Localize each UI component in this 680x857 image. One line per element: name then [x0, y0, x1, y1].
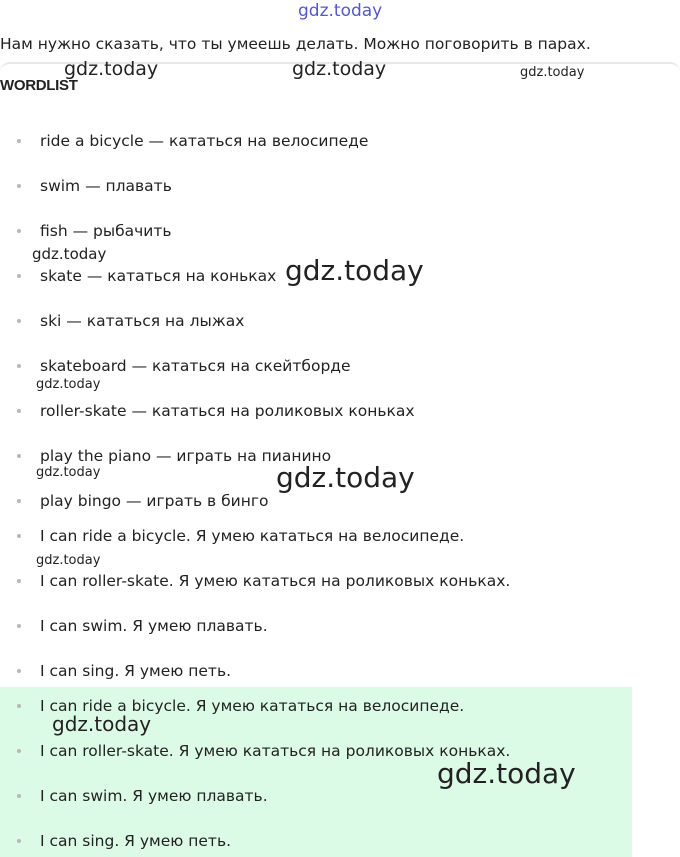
- list-item-text: ride a bicycle — кататься на велосипеде: [40, 132, 369, 150]
- list-item: [0, 310, 640, 332]
- list-item-text: swim — плавать: [40, 177, 172, 195]
- list-item-text: I can swim. Я умею плавать.: [40, 617, 268, 635]
- list-item: [0, 220, 640, 242]
- list-item-text: roller-skate — кататься на роликовых коньках: [40, 402, 415, 420]
- intro-text: Нам нужно сказать, что ты умеешь делать. Можно поговорить в парах.: [0, 35, 591, 53]
- watermark: gdz.today: [52, 712, 152, 736]
- bullet-icon: [17, 624, 21, 628]
- watermark: gdz.today: [298, 1, 383, 21]
- bullet-icon: [17, 139, 21, 143]
- bullet-icon: [17, 364, 21, 368]
- list-item: [0, 660, 640, 682]
- list-item: [0, 175, 640, 197]
- watermark: gdz.today: [276, 461, 415, 494]
- list-item-text: skateboard — кататься на скейтборде: [40, 357, 351, 375]
- list-item-text: skate — кататься на коньках: [40, 267, 277, 285]
- list-item-text: I can roller-skate. Я умею кататься на роликовых коньках.: [40, 742, 511, 760]
- list-item-text: fish — рыбачить: [40, 222, 172, 240]
- list-item: [0, 615, 640, 637]
- list-item-text: I can sing. Я умею петь.: [40, 662, 232, 680]
- watermark: gdz.today: [36, 377, 101, 392]
- list-item-text: I can ride a bicycle. Я умею кататься на велосипеде.: [40, 527, 465, 545]
- watermark: gdz.today: [285, 254, 424, 287]
- list-item: [0, 400, 640, 422]
- bullet-icon: [17, 704, 21, 708]
- watermark: gdz.today: [292, 58, 387, 80]
- bullet-icon: [17, 669, 21, 673]
- list-item-text: I can ride a bicycle. Я умею кататься на велосипеде.: [40, 697, 465, 715]
- bullet-icon: [17, 579, 21, 583]
- bullet-icon: [17, 499, 21, 503]
- list-item-text: ski — кататься на лыжах: [40, 312, 245, 330]
- bullet-icon: [17, 184, 21, 188]
- list-item: [0, 570, 640, 592]
- bullet-icon: [17, 229, 21, 233]
- list-item-text: I can swim. Я умею плавать.: [40, 787, 268, 805]
- bullet-icon: [17, 409, 21, 413]
- list-item-text: I can roller-skate. Я умею кататься на роликовых коньках.: [40, 572, 511, 590]
- wordlist-heading: WORDLIST: [0, 77, 78, 94]
- list-item: [0, 130, 640, 152]
- bullet-icon: [17, 839, 21, 843]
- watermark: gdz.today: [520, 65, 585, 80]
- watermark: gdz.today: [36, 465, 101, 480]
- watermark: gdz.today: [437, 757, 576, 790]
- bullet-icon: [17, 319, 21, 323]
- list-item-text: play bingo — играть в бинго: [40, 492, 269, 510]
- bullet-icon: [17, 794, 21, 798]
- watermark: gdz.today: [32, 245, 107, 263]
- watermark: gdz.today: [64, 58, 159, 80]
- list-item: [0, 355, 640, 377]
- answer-list-item: [0, 830, 640, 852]
- list-item-text: play the piano — играть на пианино: [40, 447, 332, 465]
- bullet-icon: [17, 274, 21, 278]
- bullet-icon: [17, 749, 21, 753]
- bullet-icon: [17, 454, 21, 458]
- list-item: [0, 525, 640, 547]
- watermark: gdz.today: [36, 553, 101, 568]
- list-item-text: I can sing. Я умею петь.: [40, 832, 232, 850]
- bullet-icon: [17, 534, 21, 538]
